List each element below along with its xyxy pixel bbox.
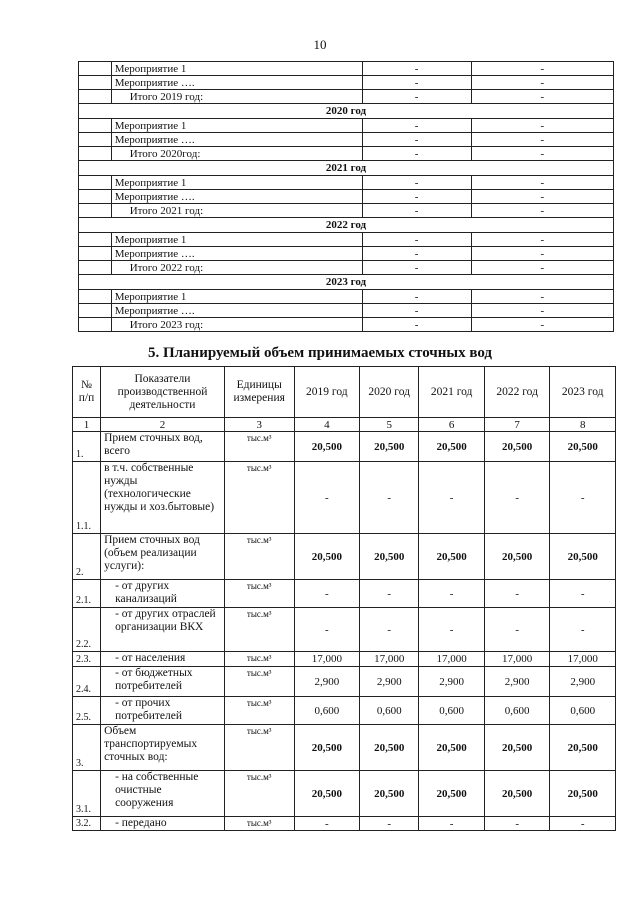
row-number: 3. <box>73 725 101 771</box>
table-row <box>79 133 614 147</box>
value-cell: 20,500 <box>484 771 550 817</box>
measure-value-a: - <box>362 62 471 76</box>
value-cell: - <box>360 817 419 831</box>
measure-label: Итого 2020год: <box>111 147 362 161</box>
value-cell: - <box>484 817 550 831</box>
measure-value-b: - <box>471 190 613 204</box>
value-cell: 20,500 <box>294 534 360 580</box>
column-index-cell: 7 <box>484 418 550 432</box>
column-index-cell: 1 <box>73 418 101 432</box>
row-number-cell <box>79 76 112 90</box>
column-index-row <box>73 418 616 432</box>
value-cell: 20,500 <box>360 432 419 462</box>
measure-label: Мероприятие …. <box>111 76 362 90</box>
header-cell-2021: 2021 год <box>419 367 485 418</box>
value-cell: 20,500 <box>294 771 360 817</box>
measure-value-a: - <box>362 90 471 104</box>
measure-value-a: - <box>362 247 471 261</box>
table-row <box>79 304 614 318</box>
measure-value-a: - <box>362 233 471 247</box>
value-cell: 20,500 <box>294 432 360 462</box>
table-header-row <box>73 367 616 418</box>
row-number: 2. <box>73 534 101 580</box>
value-cell: 17,000 <box>484 652 550 667</box>
measure-label: Мероприятие …. <box>111 304 362 318</box>
column-index-cell: 3 <box>224 418 294 432</box>
table-row <box>73 580 616 608</box>
measure-value-a: - <box>362 318 471 332</box>
value-cell: 2,900 <box>360 667 419 697</box>
row-number-cell <box>79 62 112 76</box>
value-cell: - <box>294 817 360 831</box>
value-cell: - <box>550 817 616 831</box>
value-cell: - <box>419 580 485 608</box>
year-row <box>79 161 614 176</box>
value-cell: - <box>294 608 360 652</box>
header-cell-2022: 2022 год <box>484 367 550 418</box>
year-heading: 2020 год <box>79 104 614 119</box>
measure-value-b: - <box>471 204 613 218</box>
value-cell: 20,500 <box>550 534 616 580</box>
value-cell: 17,000 <box>550 652 616 667</box>
table-row <box>79 147 614 161</box>
table-row <box>79 204 614 218</box>
indicator-name: - от прочих потребителей <box>101 697 225 725</box>
measure-value-a: - <box>362 133 471 147</box>
year-row <box>79 218 614 233</box>
measures-table <box>78 61 614 332</box>
header-cell-number: № п/п <box>73 367 101 418</box>
table-row <box>79 318 614 332</box>
indicator-name: Прием сточных вод (объем реализации услуги): <box>101 534 225 580</box>
indicator-name: - от населения <box>101 652 225 667</box>
section-title: 5. Планируемый объем принимаемых сточных вод <box>147 345 493 361</box>
value-cell: 20,500 <box>550 432 616 462</box>
measure-value-a: - <box>362 147 471 161</box>
value-cell: 0,600 <box>550 697 616 725</box>
column-index-cell: 6 <box>419 418 485 432</box>
measure-label: Итого 2023 год: <box>111 318 362 332</box>
measure-value-a: - <box>362 76 471 90</box>
column-index-cell: 5 <box>360 418 419 432</box>
wastewater-volume-table <box>72 366 616 831</box>
measure-value-a: - <box>362 119 471 133</box>
measure-value-b: - <box>471 233 613 247</box>
measure-label: Итого 2022 год: <box>111 261 362 275</box>
table-row <box>79 261 614 275</box>
table-row <box>79 176 614 190</box>
unit-cell: тыс.м³ <box>224 725 294 771</box>
measure-value-b: - <box>471 290 613 304</box>
value-cell: 20,500 <box>484 432 550 462</box>
value-cell: - <box>484 580 550 608</box>
row-number: 1.1. <box>73 462 101 534</box>
value-cell: 17,000 <box>419 652 485 667</box>
row-number-cell <box>79 119 112 133</box>
table-row <box>73 432 616 462</box>
measure-value-b: - <box>471 247 613 261</box>
row-number-cell <box>79 233 112 247</box>
measure-value-b: - <box>471 76 613 90</box>
value-cell: 0,600 <box>419 697 485 725</box>
measure-value-b: - <box>471 261 613 275</box>
measure-value-a: - <box>362 176 471 190</box>
unit-cell: тыс.м³ <box>224 652 294 667</box>
row-number-cell <box>79 290 112 304</box>
value-cell: 2,900 <box>294 667 360 697</box>
value-cell: - <box>550 462 616 534</box>
row-number: 3.1. <box>73 771 101 817</box>
value-cell: 20,500 <box>419 771 485 817</box>
indicator-name: Объем транспортируемых сточных вод: <box>101 725 225 771</box>
value-cell: 20,500 <box>550 771 616 817</box>
unit-cell: тыс.м³ <box>224 697 294 725</box>
row-number-cell <box>79 90 112 104</box>
table-row <box>79 233 614 247</box>
table-row <box>73 817 616 831</box>
indicator-name: - от бюджетных потребителей <box>101 667 225 697</box>
value-cell: 17,000 <box>360 652 419 667</box>
row-number: 1. <box>73 432 101 462</box>
row-number-cell <box>79 190 112 204</box>
page-number: 10 <box>313 37 327 52</box>
measure-value-a: - <box>362 204 471 218</box>
year-row <box>79 104 614 119</box>
value-cell: 20,500 <box>484 725 550 771</box>
row-number-cell <box>79 204 112 218</box>
value-cell: 0,600 <box>294 697 360 725</box>
measure-value-b: - <box>471 147 613 161</box>
row-number: 2.3. <box>73 652 101 667</box>
value-cell: - <box>419 462 485 534</box>
value-cell: 0,600 <box>360 697 419 725</box>
row-number-cell <box>79 318 112 332</box>
value-cell: - <box>294 462 360 534</box>
table-row <box>73 725 616 771</box>
header-cell-2020: 2020 год <box>360 367 419 418</box>
measure-value-b: - <box>471 90 613 104</box>
table-row <box>79 76 614 90</box>
unit-cell: тыс.м³ <box>224 608 294 652</box>
year-heading: 2023 год <box>79 275 614 290</box>
measure-label: Мероприятие 1 <box>111 62 362 76</box>
measure-label: Мероприятие 1 <box>111 119 362 133</box>
unit-cell: тыс.м³ <box>224 462 294 534</box>
value-cell: 20,500 <box>360 771 419 817</box>
value-cell: - <box>360 462 419 534</box>
column-index-cell: 8 <box>550 418 616 432</box>
header-cell-unit: Единицы измерения <box>224 367 294 418</box>
value-cell: 20,500 <box>484 534 550 580</box>
year-heading: 2022 год <box>79 218 614 233</box>
measure-label: Итого 2021 год: <box>111 204 362 218</box>
value-cell: 0,600 <box>484 697 550 725</box>
table-row <box>73 771 616 817</box>
column-index-cell: 2 <box>101 418 225 432</box>
unit-cell: тыс.м³ <box>224 667 294 697</box>
row-number-cell <box>79 176 112 190</box>
row-number-cell <box>79 133 112 147</box>
row-number: 2.4. <box>73 667 101 697</box>
value-cell: - <box>360 580 419 608</box>
value-cell: - <box>360 608 419 652</box>
column-index-cell: 4 <box>294 418 360 432</box>
value-cell: - <box>419 608 485 652</box>
measure-value-b: - <box>471 318 613 332</box>
measure-value-a: - <box>362 261 471 275</box>
header-cell-2019: 2019 год <box>294 367 360 418</box>
measure-value-b: - <box>471 176 613 190</box>
table-row <box>79 90 614 104</box>
row-number: 2.5. <box>73 697 101 725</box>
value-cell: 2,900 <box>484 667 550 697</box>
table-row <box>79 290 614 304</box>
value-cell: - <box>419 817 485 831</box>
table-row <box>79 190 614 204</box>
row-number-cell <box>79 261 112 275</box>
measure-value-b: - <box>471 62 613 76</box>
measure-label: Мероприятие 1 <box>111 176 362 190</box>
table-row <box>79 247 614 261</box>
value-cell: 20,500 <box>419 432 485 462</box>
unit-cell: тыс.м³ <box>224 534 294 580</box>
value-cell: - <box>550 608 616 652</box>
year-heading: 2021 год <box>79 161 614 176</box>
measure-label: Мероприятие …. <box>111 133 362 147</box>
table-row <box>73 462 616 534</box>
value-cell: 20,500 <box>360 534 419 580</box>
unit-cell: тыс.м³ <box>224 817 294 831</box>
measure-value-b: - <box>471 119 613 133</box>
value-cell: 2,900 <box>550 667 616 697</box>
value-cell: 20,500 <box>419 534 485 580</box>
measure-label: Мероприятие 1 <box>111 290 362 304</box>
unit-cell: тыс.м³ <box>224 771 294 817</box>
measure-label: Мероприятие …. <box>111 247 362 261</box>
measure-value-a: - <box>362 190 471 204</box>
measure-label: Итого 2019 год: <box>111 90 362 104</box>
value-cell: - <box>550 580 616 608</box>
indicator-name: - на собственные очистные сооружения <box>101 771 225 817</box>
indicator-name: - от других отраслей организации ВКХ <box>101 608 225 652</box>
unit-cell: тыс.м³ <box>224 432 294 462</box>
measure-label: Мероприятие …. <box>111 190 362 204</box>
indicator-name: в т.ч. собственные нужды (технологические нужды и хоз.бытовые) <box>101 462 225 534</box>
table-row <box>73 608 616 652</box>
indicator-name: - от других канализаций <box>101 580 225 608</box>
measure-value-a: - <box>362 290 471 304</box>
header-cell-2023: 2023 год <box>550 367 616 418</box>
row-number: 2.2. <box>73 608 101 652</box>
measure-value-a: - <box>362 304 471 318</box>
table-row <box>73 667 616 697</box>
row-number: 3.2. <box>73 817 101 831</box>
value-cell: - <box>484 608 550 652</box>
indicator-name: Прием сточных вод, всего <box>101 432 225 462</box>
value-cell: - <box>484 462 550 534</box>
table-row <box>79 119 614 133</box>
row-number: 2.1. <box>73 580 101 608</box>
table-row <box>73 697 616 725</box>
value-cell: - <box>294 580 360 608</box>
table-row <box>73 652 616 667</box>
measure-value-b: - <box>471 304 613 318</box>
measure-value-b: - <box>471 133 613 147</box>
indicator-name: - передано <box>101 817 225 831</box>
value-cell: 20,500 <box>419 725 485 771</box>
unit-cell: тыс.м³ <box>224 580 294 608</box>
row-number-cell <box>79 147 112 161</box>
value-cell: 20,500 <box>550 725 616 771</box>
row-number-cell <box>79 304 112 318</box>
row-number-cell <box>79 247 112 261</box>
year-row <box>79 275 614 290</box>
value-cell: 20,500 <box>294 725 360 771</box>
measure-label: Мероприятие 1 <box>111 233 362 247</box>
table-row <box>73 534 616 580</box>
value-cell: 2,900 <box>419 667 485 697</box>
value-cell: 20,500 <box>360 725 419 771</box>
table-row <box>79 62 614 76</box>
value-cell: 17,000 <box>294 652 360 667</box>
header-cell-indicator: Показатели производственной деятельности <box>101 367 225 418</box>
